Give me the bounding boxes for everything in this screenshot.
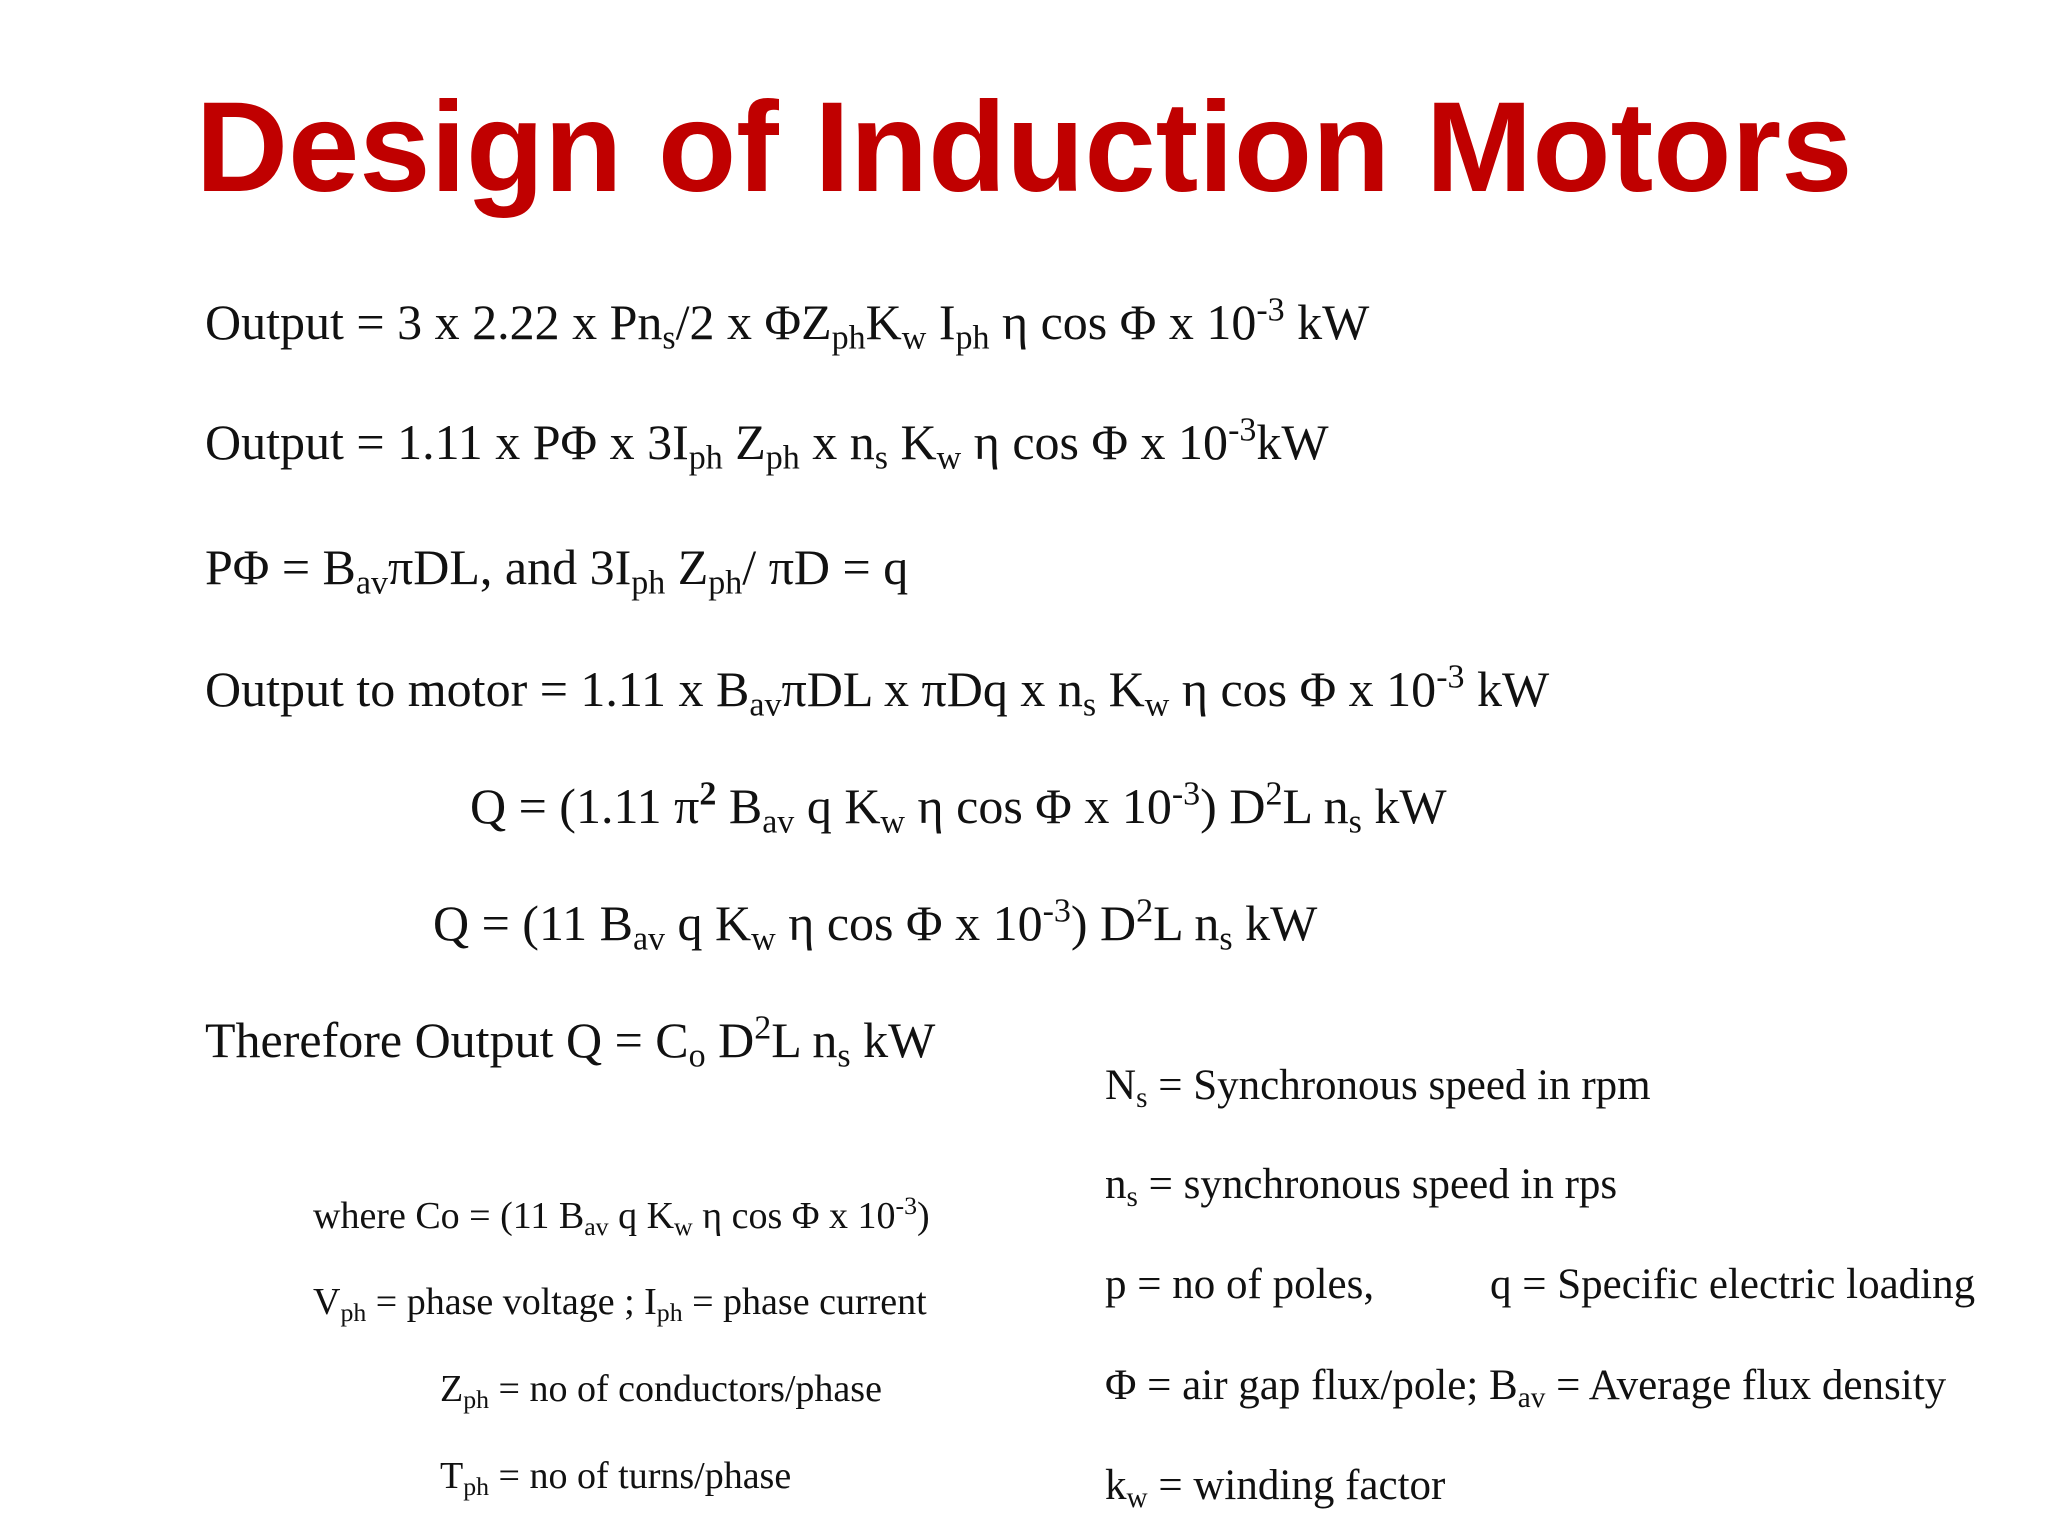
- eq5-text: Q = (1.11 π: [470, 778, 700, 834]
- eq7-text: Therefore Output Q = C: [205, 1012, 689, 1068]
- eq5-sup: 2: [1265, 775, 1283, 813]
- eq2-sub: s: [874, 439, 889, 477]
- eq1-text: I: [926, 294, 956, 350]
- definition-phi-bav: [1105, 1362, 1947, 1415]
- eq5-sup: 2: [699, 775, 717, 813]
- equation-output-2: [205, 411, 1329, 477]
- eq6-sup: 2: [1136, 892, 1154, 930]
- eq2-text: Output = 1.11 x PΦ x 3I: [205, 414, 689, 470]
- eq2-unit: kW: [1256, 414, 1329, 470]
- def-co-text: q K: [608, 1195, 675, 1237]
- eq5-text: B: [716, 778, 763, 834]
- eq6-text: q K: [665, 895, 752, 951]
- eq2-text: η cos Φ x 10: [961, 414, 1229, 470]
- def-ns-text: = synchronous speed in rps: [1137, 1161, 1618, 1208]
- eq6-sub: w: [751, 920, 776, 958]
- eq1-sub: ph: [955, 319, 990, 357]
- def-co-text: ): [917, 1195, 930, 1237]
- eq7-sub: o: [688, 1037, 706, 1075]
- def-tph-sub: ph: [463, 1472, 490, 1502]
- def-ns-text: n: [1105, 1161, 1127, 1208]
- def-phi-text: Φ = air gap flux/pole; B: [1105, 1362, 1518, 1409]
- definition-ns: [1105, 1161, 1618, 1214]
- eq5-unit: kW: [1361, 778, 1447, 834]
- slide-title: Design of Induction Motors: [195, 76, 1853, 219]
- eq4-text: πDL x πDq x n: [781, 661, 1083, 717]
- def-tph-text: T: [440, 1455, 464, 1497]
- def-zph-text: Z: [440, 1368, 464, 1410]
- eq2-sub: ph: [765, 439, 800, 477]
- eq7-sub: s: [837, 1037, 851, 1075]
- eq3-text: / πD = q: [742, 539, 909, 595]
- eq1-sub: w: [901, 319, 927, 357]
- eq6-text: ) D: [1070, 895, 1137, 951]
- eq5-text: L n: [1282, 778, 1349, 834]
- eq5-sub: av: [762, 803, 795, 841]
- eq3-sub: ph: [708, 564, 743, 602]
- eq1-exponent: -3: [1256, 291, 1285, 329]
- eq1-text: η cos Φ x 10: [989, 294, 1257, 350]
- eq6-sub: s: [1219, 920, 1233, 958]
- eq2-sub: ph: [688, 439, 723, 477]
- eq1-sub: ph: [831, 319, 866, 357]
- eq7-text: D: [705, 1012, 755, 1068]
- eq4-sub: s: [1082, 686, 1097, 724]
- equation-q-1: [470, 775, 1447, 841]
- eq5-text: q K: [794, 778, 881, 834]
- definition-co: [313, 1190, 930, 1242]
- eq2-text: Z: [722, 414, 766, 470]
- eq1-sub: s: [662, 319, 676, 357]
- eq4-text: Output to motor = 1.11 x B: [205, 661, 750, 717]
- def-tph-text: = no of turns/phase: [489, 1455, 792, 1497]
- def-co-exponent: -3: [895, 1190, 918, 1220]
- eq5-exponent: -3: [1171, 775, 1201, 813]
- def-vph-sub: ph: [340, 1298, 367, 1328]
- eq6-sub: av: [632, 920, 666, 958]
- def-Ns-text: N: [1105, 1062, 1137, 1109]
- def-vph-text: V: [313, 1281, 341, 1323]
- eq3-sub: av: [355, 564, 388, 602]
- equation-therefore-output: [205, 1009, 936, 1075]
- eq1-text: = 3 x 2.22 x Pn: [356, 294, 663, 350]
- eq5-text: ) D: [1200, 778, 1266, 834]
- eq7-sup: 2: [754, 1009, 772, 1047]
- def-Ns-sub: s: [1136, 1082, 1148, 1115]
- eq5-text: η cos Φ x 10: [904, 778, 1172, 834]
- eq1-unit: kW: [1284, 294, 1370, 350]
- eq6-unit: kW: [1232, 895, 1318, 951]
- equation-q-2: [433, 892, 1318, 958]
- eq6-text: Q = (11 B: [433, 895, 633, 951]
- eq6-text: η cos Φ x 10: [775, 895, 1043, 951]
- eq3-sub: ph: [631, 564, 666, 602]
- definition-kw: [1105, 1462, 1446, 1515]
- def-phi-text: = Average flux density: [1545, 1362, 1947, 1409]
- def-vph-text: = phase current: [682, 1281, 927, 1323]
- def-zph-text: = no of conductors/phase: [489, 1368, 882, 1410]
- eq5-sub: w: [880, 803, 905, 841]
- def-zph-sub: ph: [463, 1385, 490, 1415]
- def-vph-text: = phase voltage ; I: [366, 1281, 657, 1323]
- definition-vph-iph: [313, 1281, 927, 1328]
- eq4-exponent: -3: [1436, 658, 1465, 696]
- equation-output-1: [205, 291, 1370, 357]
- def-kw-text: k: [1105, 1462, 1127, 1509]
- def-Ns-text: = Synchronous speed in rpm: [1147, 1062, 1651, 1109]
- eq6-exponent: -3: [1042, 892, 1071, 930]
- equation-output-to-motor: [205, 658, 1550, 724]
- eq3-text: PΦ = B: [205, 539, 356, 595]
- def-co-sub: w: [674, 1212, 693, 1242]
- eq5-sub: s: [1348, 803, 1362, 841]
- eq2-text: K: [888, 414, 937, 470]
- eq2-text: x n: [799, 414, 875, 470]
- definition-zph: [440, 1368, 882, 1415]
- eq3-text: Z: [665, 539, 709, 595]
- def-co-text: η cos Φ x 10: [692, 1195, 896, 1237]
- eq1-lhs: Output: [205, 294, 357, 350]
- eq4-text: K: [1096, 661, 1145, 717]
- def-phi-sub: av: [1517, 1382, 1546, 1415]
- def-kw-sub: w: [1126, 1482, 1148, 1515]
- eq4-text: η cos Φ x 10: [1169, 661, 1437, 717]
- eq6-text: L n: [1153, 895, 1220, 951]
- eq2-sub: w: [936, 439, 962, 477]
- eq2-exponent: -3: [1228, 411, 1257, 449]
- eq7-text: L n: [771, 1012, 838, 1068]
- def-vph-sub: ph: [656, 1298, 683, 1328]
- definition-q: q = Specific electric loading: [1490, 1261, 1976, 1308]
- definition-Ns: [1105, 1062, 1651, 1115]
- eq4-sub: w: [1144, 686, 1170, 724]
- eq4-unit: kW: [1464, 661, 1550, 717]
- definition-p: p = no of poles,: [1105, 1261, 1375, 1308]
- def-co-text: where Co = (11 B: [313, 1195, 585, 1237]
- eq1-text: /2 x ΦZ: [675, 294, 832, 350]
- eq1-text: K: [865, 294, 902, 350]
- def-kw-text: = winding factor: [1147, 1462, 1446, 1509]
- def-co-sub: av: [584, 1212, 609, 1242]
- def-ns-sub: s: [1126, 1181, 1138, 1214]
- equation-p-phi: [205, 539, 909, 602]
- eq7-unit: kW: [850, 1012, 936, 1068]
- eq4-sub: av: [749, 686, 782, 724]
- eq3-text: πDL, and 3I: [388, 539, 632, 595]
- definition-tph: [440, 1455, 792, 1502]
